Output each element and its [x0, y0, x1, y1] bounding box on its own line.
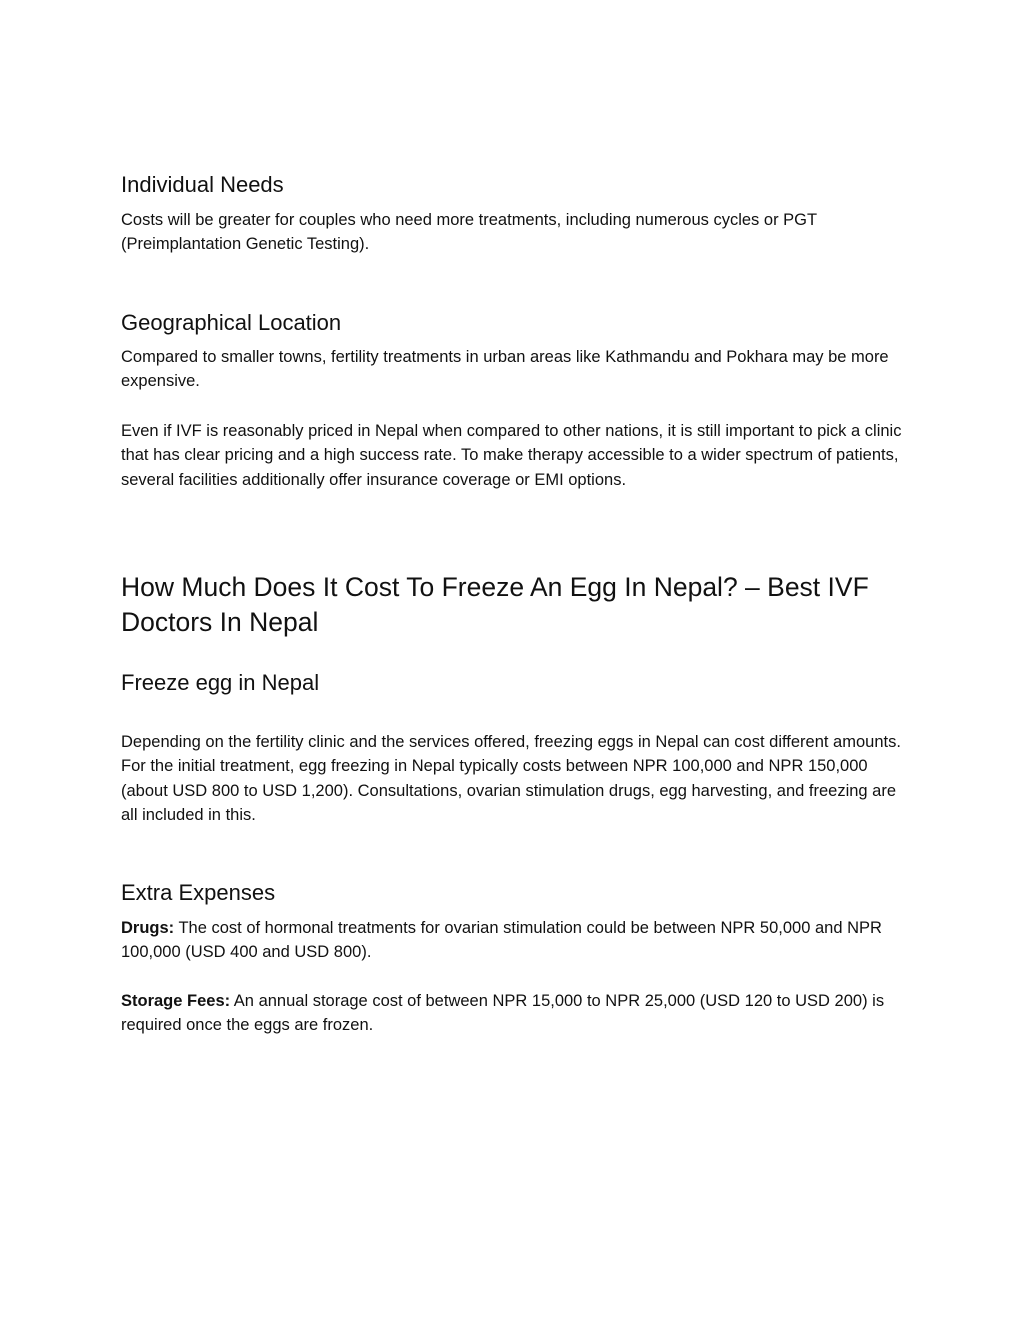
extra-expenses-heading: Extra Expenses — [121, 880, 276, 905]
freeze-egg-paragraph: Depending on the fertility clinic and the services offered, freezing eggs in Nepal can cost different amounts. For the initial treatment, egg freezing in Nepal typically costs between NPR 100,000 and NPR 150,000 (about USD 800 to USD 1,200). Consultations, ovarian stimulation drugs, egg harvesting, and freezing are all included in this. — [121, 733, 901, 824]
geographical-location-heading: Geographical Location — [121, 310, 342, 335]
drugs-paragraph — [121, 916, 911, 965]
storage-fees-paragraph — [121, 989, 911, 1038]
ivf-pricing-paragraph: Even if IVF is reasonably priced in Nepal when compared to other nations, it is still important to pick a clinic that has clear pricing and a high success rate. To make therapy accessible to a wider spectrum of patients, several facilities additionally offer insurance coverage or EMI options. — [121, 422, 902, 489]
individual-needs-heading: Individual Needs — [121, 172, 284, 197]
egg-freezing-cost-title: How Much Does It Cost To Freeze An Egg In Nepal? – Best IVF Doctors In Nepal — [121, 572, 869, 637]
geographical-location-paragraph: Compared to smaller towns, fertility treatments in urban areas like Kathmandu and Pokhara may be more expensive. — [121, 348, 889, 391]
drugs-label: Drugs: — [121, 919, 175, 937]
freeze-egg-subheading: Freeze egg in Nepal — [121, 670, 320, 695]
drugs-text: The cost of hormonal treatments for ovarian stimulation could be between NPR 50,000 and NPR 100,000 (USD 400 and USD 800). — [121, 919, 882, 962]
storage-fees-text: An annual storage cost of between NPR 15,000 to NPR 25,000 (USD 120 to USD 200) is required once the eggs are frozen. — [121, 992, 885, 1035]
storage-fees-label: Storage Fees: — [121, 992, 231, 1010]
individual-needs-paragraph: Costs will be greater for couples who need more treatments, including numerous cycles or PGT (Preimplantation Genetic Testing). — [121, 211, 817, 254]
